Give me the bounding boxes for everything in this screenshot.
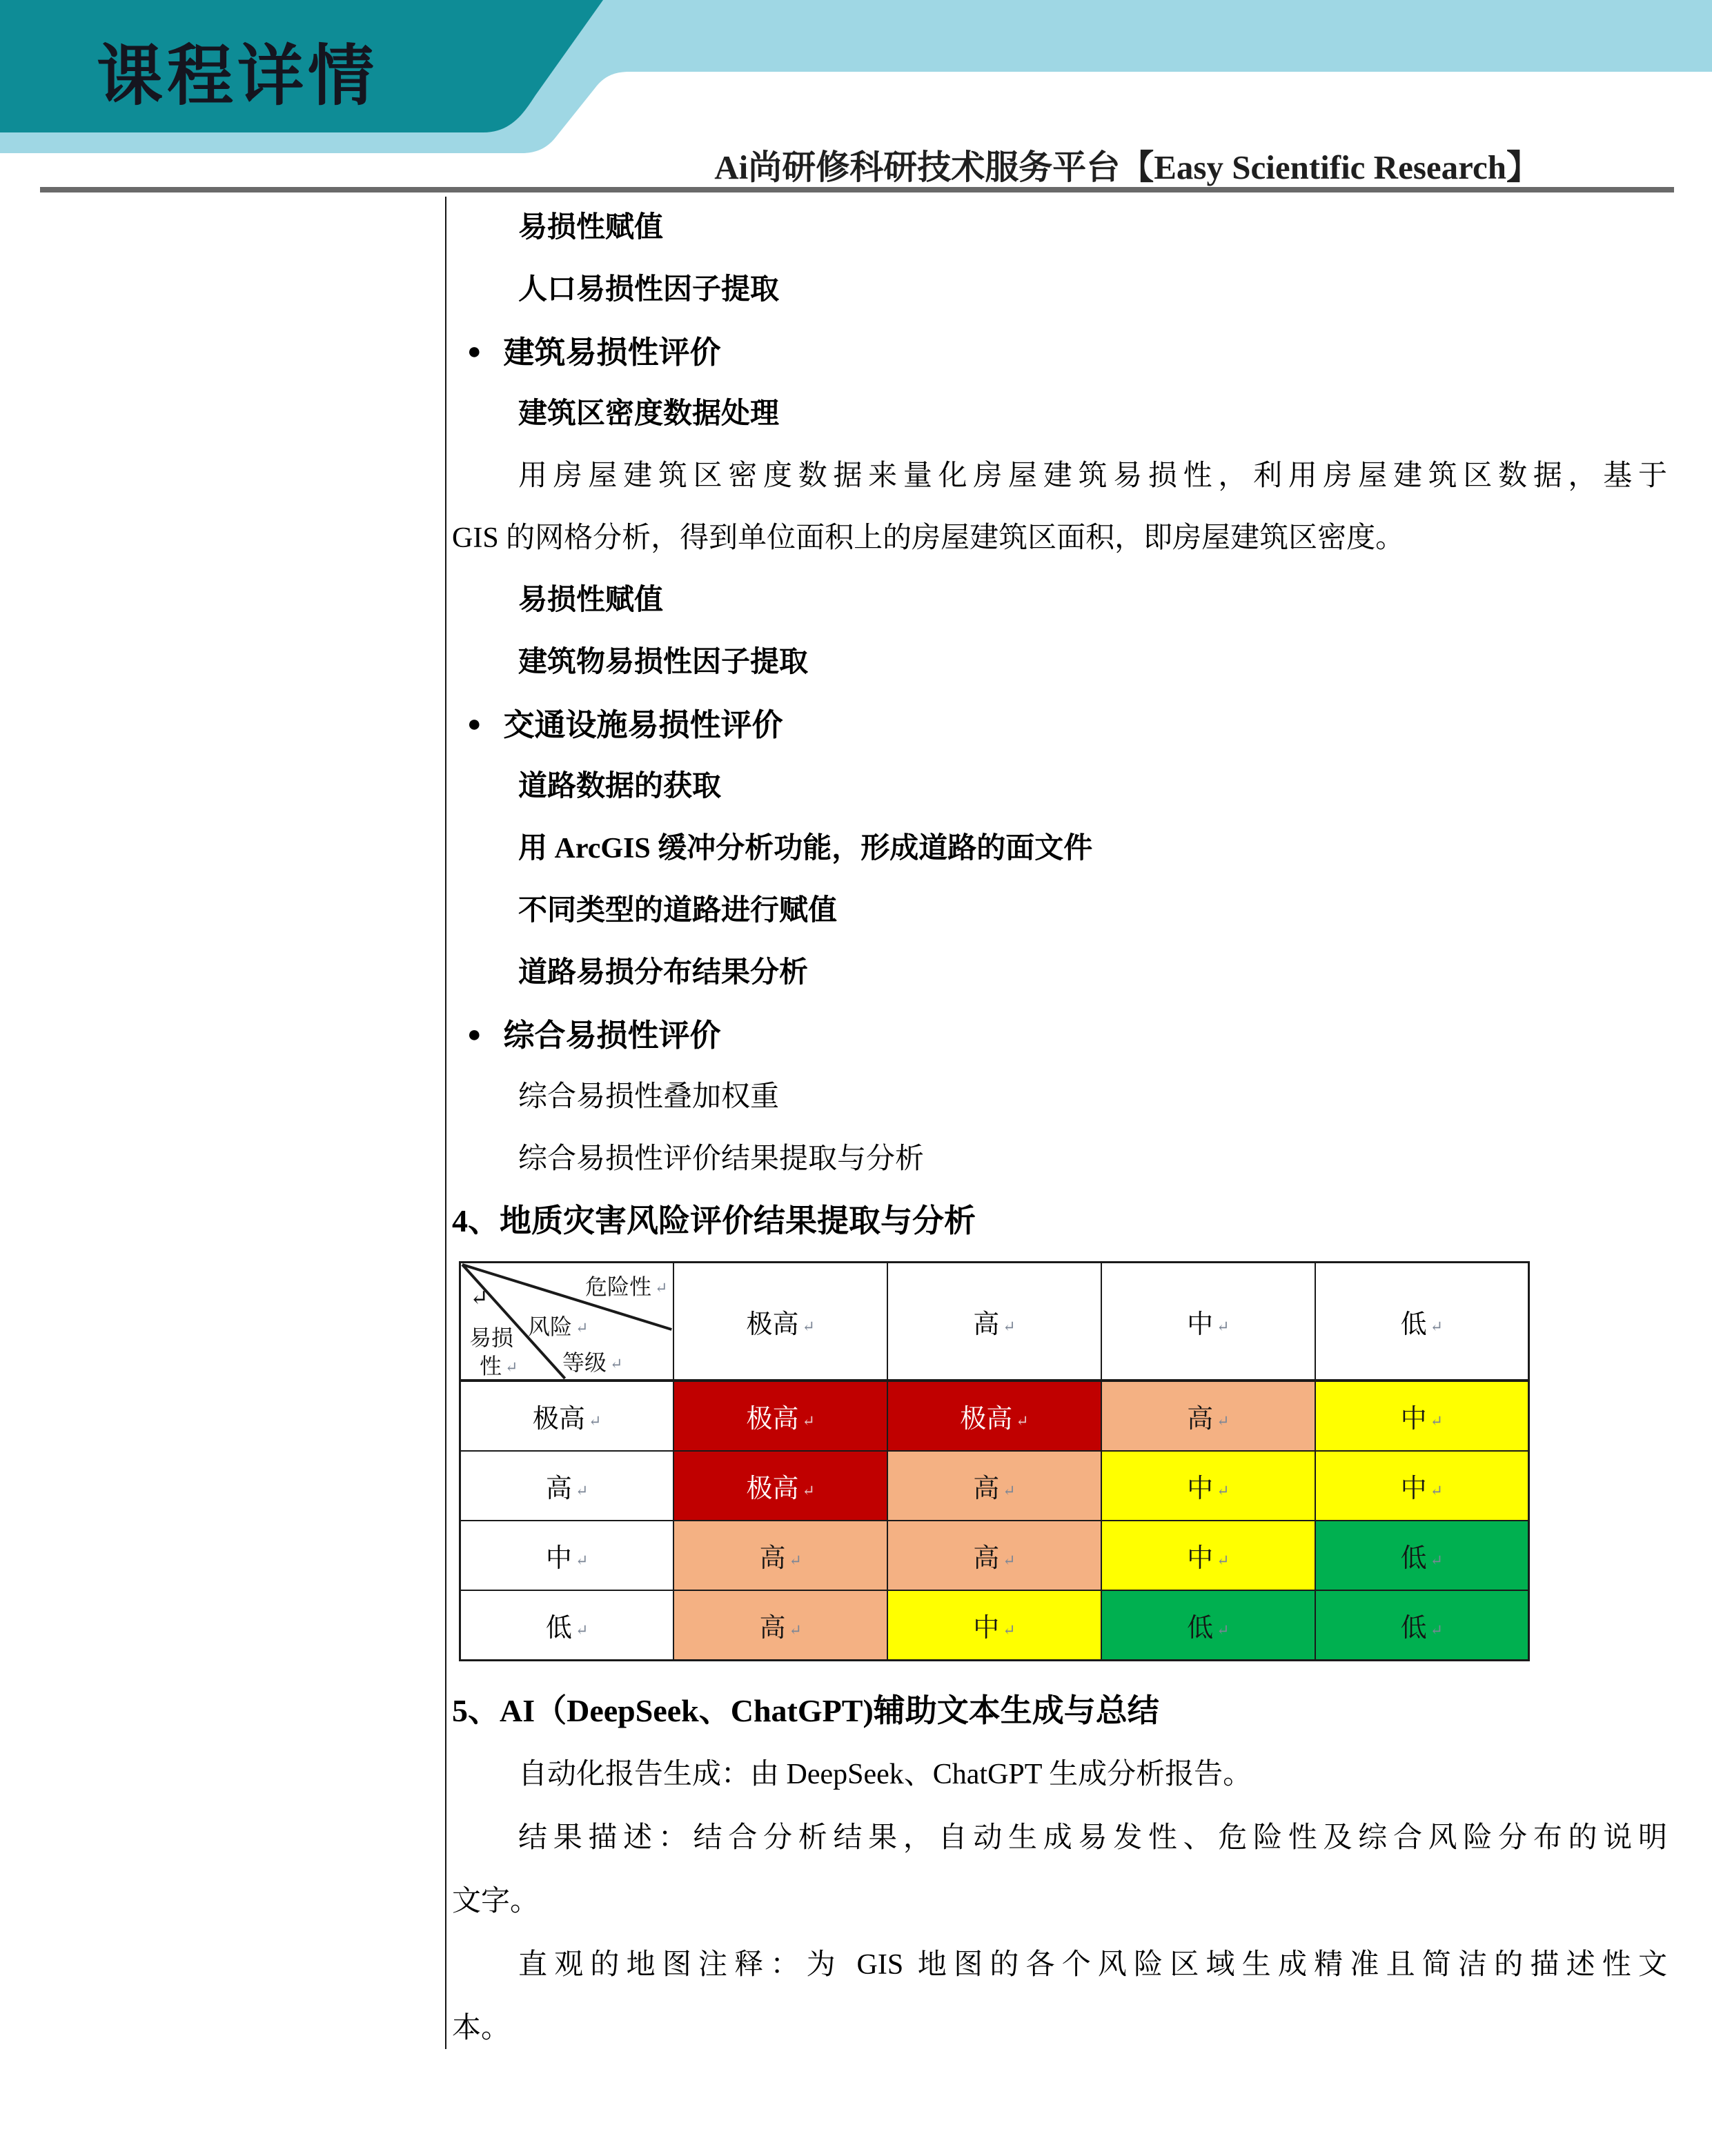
bullet-item-label: 建筑易损性评价 [503, 335, 721, 370]
bullet-item-label: 交通设施易损性评价 [503, 708, 783, 742]
risk-cell: 高 ↵ [887, 1451, 1101, 1521]
column-header: 高 ↵ [887, 1263, 1101, 1381]
sub-item: 综合易损性评价结果提取与分析 [518, 1143, 925, 1175]
paragraph-mark: ↵ [470, 1285, 489, 1310]
risk-cell: 极高 ↵ [673, 1381, 887, 1451]
sub-item: 人口易损性因子提取 [518, 274, 780, 306]
risk-cell: 中 ↵ [1315, 1381, 1529, 1451]
risk-cell: 中 ↵ [887, 1590, 1101, 1661]
column-header: 中 ↵ [1101, 1263, 1315, 1381]
table-row [460, 1521, 1529, 1590]
row-header: 中 ↵ [460, 1521, 674, 1590]
bullet-item-label: 综合易损性评价 [503, 1018, 721, 1053]
paragraph-line: GIS 的网格分析，得到单位面积上的房屋建筑区面积，即房屋建筑区密度。 [452, 522, 1405, 554]
diagonal-corner-cell [460, 1263, 674, 1381]
section-heading: 5、AI（DeepSeek、ChatGPT)辅助文本生成与总结 [452, 1693, 1159, 1728]
paragraph-line: 用房屋建筑区密度数据来量化房屋建筑易损性，利用房屋建筑区数据，基于 [518, 460, 1667, 492]
corner-label-vulnerability: 易损 [469, 1325, 514, 1350]
page-title: 课程详情 [97, 39, 378, 113]
bullet-item [446, 693, 1670, 755]
paragraph-line: 文字。 [452, 1886, 540, 1917]
table-row [460, 1451, 1529, 1521]
corner-label-risk: 风险 ↵ [528, 1314, 589, 1339]
content-column [445, 197, 1670, 2049]
paragraph-line: 直观的地图注释：为 GIS 地图的各个风险区域生成精准且简洁的描述性文 [518, 1949, 1667, 1981]
sub-item: 不同类型的道路进行赋值 [518, 895, 838, 927]
sub-item: 易损性赋值 [518, 212, 664, 244]
risk-matrix-table [459, 1261, 1530, 1661]
sub-item: 道路易损分布结果分析 [518, 957, 809, 989]
column-header: 极高 ↵ [673, 1263, 887, 1381]
risk-cell: 高 ↵ [673, 1590, 887, 1661]
row-header: 高 ↵ [460, 1451, 674, 1521]
section-heading: 4、地质灾害风险评价结果提取与分析 [452, 1203, 976, 1238]
row-header: 极高 ↵ [460, 1381, 674, 1451]
risk-cell: 极高 ↵ [673, 1451, 887, 1521]
header-divider [40, 187, 1674, 192]
bullet-icon: ● [467, 711, 482, 737]
sub-item: 建筑区密度数据处理 [518, 398, 780, 430]
row-header: 低 ↵ [460, 1590, 674, 1661]
sub-item: 道路数据的获取 [518, 771, 722, 802]
sub-item: 建筑物易损性因子提取 [518, 646, 809, 678]
table-header-row [460, 1263, 1529, 1381]
sub-item: 易损性赋值 [518, 584, 664, 616]
corner-label-vulnerability: 性 ↵ [480, 1354, 518, 1378]
paragraph-line: 本。 [452, 2012, 511, 2044]
risk-cell: 高 ↵ [887, 1521, 1101, 1590]
section-5-block [446, 1679, 1670, 2060]
risk-cell: 低 ↵ [1101, 1590, 1315, 1661]
corner-label-grade: 等级 ↵ [562, 1350, 623, 1375]
sub-item: 综合易损性叠加权重 [518, 1081, 780, 1113]
risk-cell: 中 ↵ [1101, 1451, 1315, 1521]
paragraph-line: 结果描述：结合分析结果，自动生成易发性、危险性及综合风险分布的说明 [518, 1822, 1667, 1854]
risk-cell: 低 ↵ [1315, 1521, 1529, 1590]
column-header: 低 ↵ [1315, 1263, 1529, 1381]
risk-cell: 中 ↵ [1101, 1521, 1315, 1590]
risk-cell: 高 ↵ [1101, 1381, 1315, 1451]
corner-label-hazard: 危险性 ↵ [585, 1274, 668, 1299]
table-row [460, 1381, 1529, 1451]
platform-title: Ai尚研修科研技术服务平台【Easy Scientific Research】 [714, 148, 1540, 186]
bullet-icon: ● [467, 339, 482, 364]
risk-cell: 极高 ↵ [887, 1381, 1101, 1451]
sub-item: 用 ArcGIS 缓冲分析功能，形成道路的面文件 [518, 833, 1093, 864]
bullet-item [446, 1004, 1670, 1066]
risk-cell: 低 ↵ [1315, 1590, 1529, 1661]
risk-cell: 高 ↵ [673, 1521, 887, 1590]
bullet-item [446, 321, 1670, 383]
bullet-icon: ● [467, 1022, 482, 1047]
table-row [460, 1590, 1529, 1661]
paragraph-line: 自动化报告生成：由 DeepSeek、ChatGPT 生成分析报告。 [518, 1759, 1252, 1790]
risk-cell: 中 ↵ [1315, 1451, 1529, 1521]
